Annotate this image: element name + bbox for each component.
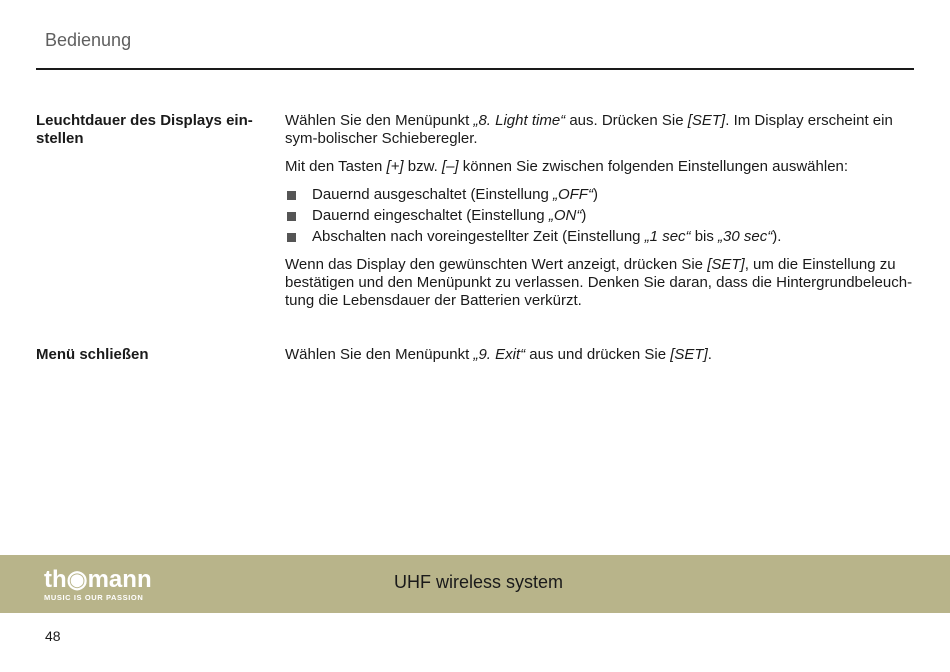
text: Mit den Tasten: [285, 158, 387, 175]
text: aus und drücken Sie: [525, 346, 671, 363]
list-item: [285, 207, 915, 225]
text: Wenn das Display den gewünschten Wert anzeigt, drücken Sie: [285, 256, 708, 273]
header-divider: [36, 68, 914, 70]
row-body-close-menu: [285, 346, 915, 374]
list-item: [285, 186, 915, 204]
row-body-display-duration: [285, 112, 915, 320]
thomann-logo: [44, 566, 152, 602]
setting-value: „1 sec“: [644, 228, 691, 245]
text: Dauernd eingeschaltet (Einstellung: [312, 207, 549, 224]
text: Wählen Sie den Menüpunkt: [285, 112, 474, 129]
footer-band: [0, 555, 950, 613]
paragraph: [285, 158, 915, 176]
square-bullet-icon: [287, 233, 296, 242]
key-ref: [–]: [441, 158, 459, 175]
square-bullet-icon: [287, 212, 296, 221]
row-label-display-duration: Leuchtdauer des Displays ein-stellen: [36, 112, 253, 147]
logo-tagline: MUSIC IS OUR PASSION: [44, 593, 144, 602]
paragraph: [285, 256, 915, 310]
setting-value: „30 sec“: [718, 228, 773, 245]
text: Wählen Sie den Menüpunkt: [285, 346, 474, 363]
text: ): [592, 186, 598, 203]
text: Dauernd ausgeschaltet (Einstellung: [312, 186, 553, 203]
logo-wordmark: th◉mann: [44, 566, 152, 593]
row-label-close-menu: Menü schließen: [36, 346, 149, 363]
setting-value: „ON“: [548, 207, 582, 224]
paragraph: [285, 346, 915, 364]
key-ref: [SET]: [670, 346, 708, 363]
text: bzw.: [403, 158, 442, 175]
text: , um die Einstellung zu bestätigen und den Menüpunkt zu verlassen. Denken Sie daran, dass die Hintergrundbeleuch-tung die Lebensdauer der Batterien verkürzt.: [285, 256, 913, 309]
text: ).: [772, 228, 782, 245]
page-number: 48: [45, 628, 61, 644]
settings-list: [285, 186, 915, 246]
text: .: [707, 346, 712, 363]
text: Abschalten nach voreingestellter Zeit (Einstellung: [312, 228, 645, 245]
square-bullet-icon: [287, 191, 296, 200]
key-ref: [SET]: [687, 112, 726, 129]
paragraph: [285, 112, 915, 148]
key-ref: [+]: [386, 158, 404, 175]
list-item: [285, 228, 915, 246]
menu-item-ref: „9. Exit“: [473, 346, 526, 363]
text: können Sie zwischen folgenden Einstellungen auswählen:: [458, 158, 849, 175]
text: ): [581, 207, 587, 224]
product-name: UHF wireless system: [394, 572, 564, 592]
text: . Im Display erscheint ein sym-bolischer Schieberegler.: [285, 112, 893, 147]
key-ref: [SET]: [707, 256, 745, 273]
text: aus. Drücken Sie: [565, 112, 688, 129]
section-title: Bedienung: [45, 30, 132, 50]
setting-value: „OFF“: [552, 186, 593, 203]
text: bis: [690, 228, 719, 245]
menu-item-ref: „8. Light time“: [473, 112, 566, 129]
